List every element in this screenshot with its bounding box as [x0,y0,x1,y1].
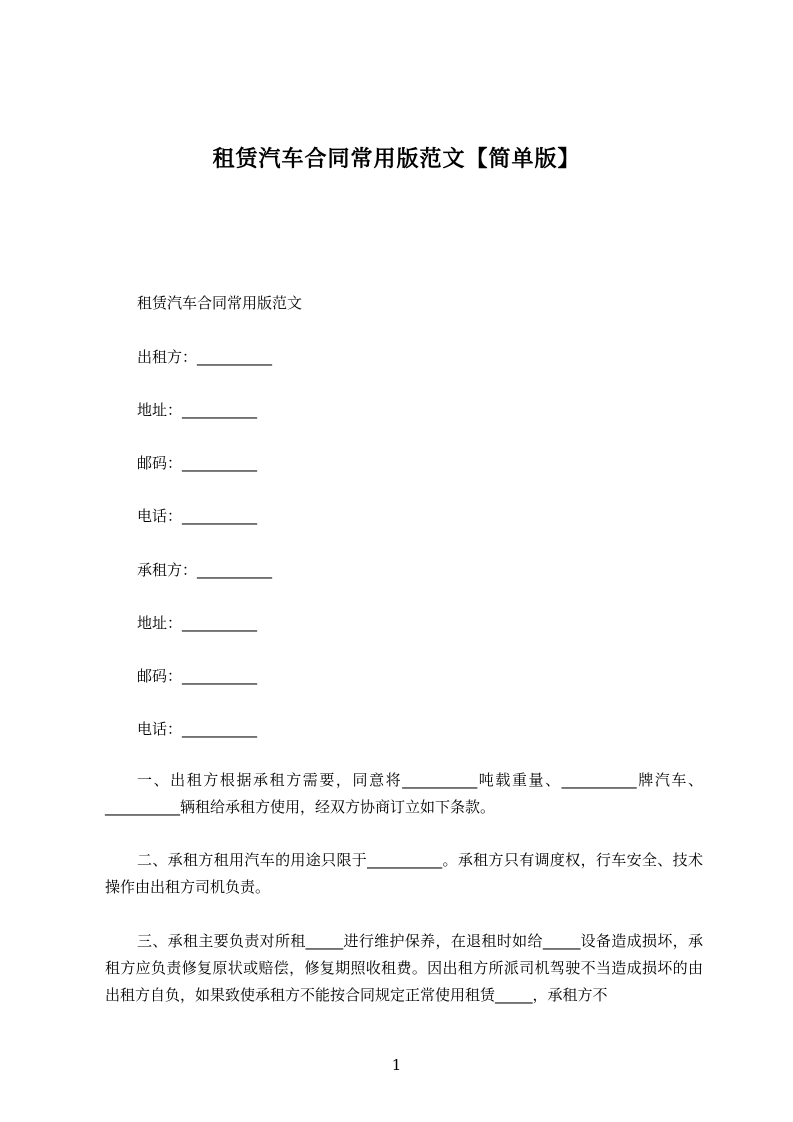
clause-1: 一、出租方根据承租方需要，同意将__________吨载重量、__________牌汽车、__________辆租给承租方使用，经双方协商订立如下条款。 [105,771,703,816]
lessor-field: 出租方：__________ [137,348,273,366]
lessor-address-field: 地址：__________ [137,401,258,419]
document-subtitle: 租赁汽车合同常用版范文 [137,294,303,312]
lessor-phone-field: 电话：__________ [137,507,258,525]
lessor-postcode-field: 邮码：__________ [137,454,258,472]
clause-2: 二、承租方租用汽车的用途只限于__________。承租方只有调度权，行车安全、技术操作由出租方司机负责。 [105,851,703,896]
lessee-postcode-field: 邮码：__________ [137,667,258,685]
lessee-phone-field: 电话：__________ [137,720,258,738]
document-title: 租赁汽车合同常用版范文【简单版】 [212,147,581,172]
lessee-address-field: 地址：__________ [137,614,258,632]
clause-3: 三、承租主要负责对所租_____进行维护保养，在退租时如给_____设备造成损坏，承租方应负责修复原状或赔偿，修复期照收租费。因出租方所派司机驾驶不当造成损坏的由出租方自负，如果致使承租方不能按合同规定正常使用租赁_____，承租方不 [105,932,703,1004]
lessee-field: 承租方：__________ [137,561,273,579]
page-number: 1 [391,1056,402,1074]
